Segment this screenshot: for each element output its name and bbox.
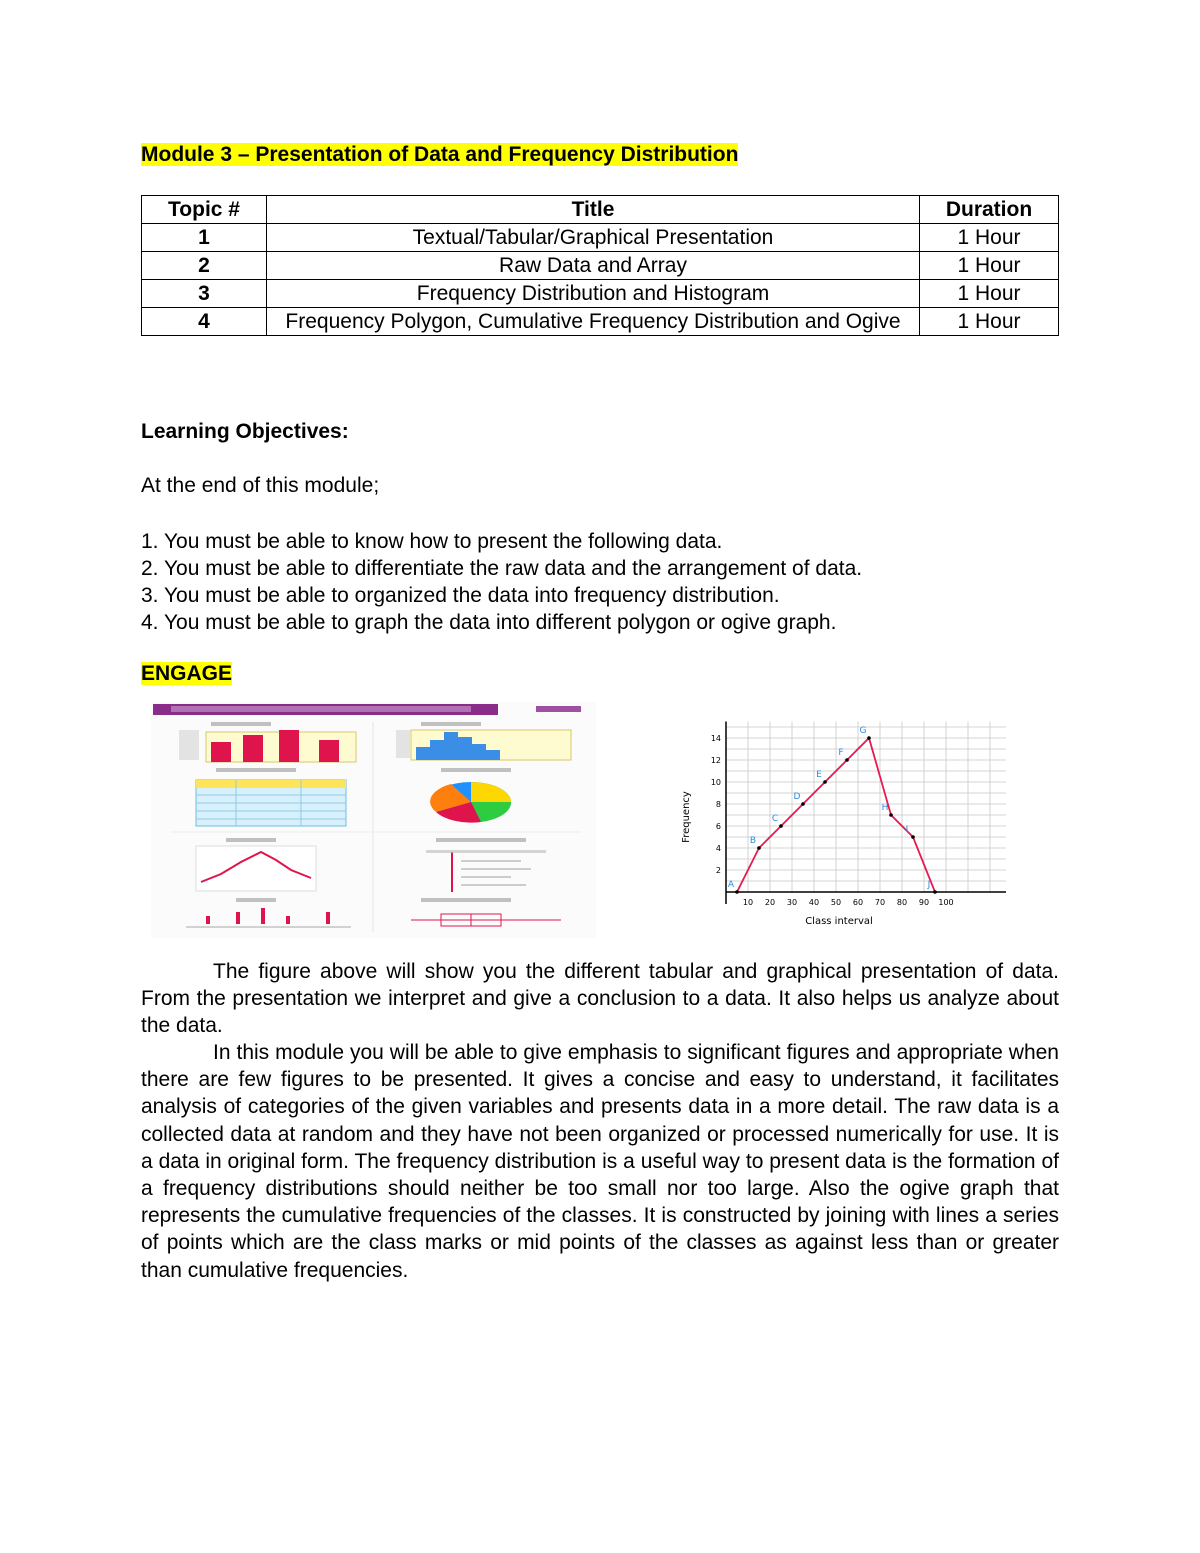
point-label: A (727, 880, 735, 890)
data-point (735, 890, 739, 894)
topic-number: 3 (142, 280, 267, 308)
x-axis-label: Class interval (805, 916, 873, 927)
topic-number: 1 (142, 224, 267, 252)
topic-duration: 1 Hour (920, 280, 1059, 308)
x-tick-label: 100 (938, 898, 954, 907)
x-tick-label: 60 (852, 898, 864, 907)
topic-duration: 1 Hour (920, 224, 1059, 252)
point-label: J (927, 880, 931, 890)
x-tick-label: 20 (764, 898, 776, 907)
point-label: D (793, 792, 801, 802)
topic-title: Frequency Polygon, Cumulative Frequency Distribution and Ogive (267, 308, 920, 336)
header-title: Title (267, 196, 920, 224)
y-tick-label: 2 (715, 866, 721, 875)
data-point (779, 824, 783, 828)
list-item: 4. You must be able to graph the data into different polygon or ogive graph. (141, 611, 837, 634)
data-point (823, 780, 827, 784)
data-point (933, 890, 937, 894)
y-tick-label: 12 (710, 756, 721, 765)
x-tick-label: 30 (786, 898, 798, 907)
point-label: H (881, 803, 889, 813)
list-item: 3. You must be able to organized the data into frequency distribution. (141, 584, 780, 607)
list-item: 1. You must be able to know how to present the following data. (141, 530, 723, 553)
paragraph-2: In this module you will be able to give emphasis to significant figures and appropriate when there are few figures to be presented. It gives a concise and easy to understand, it facilitates analysis of categories of the given variables and presents data in a more detail. The raw data is a collected data at random and they have not been organized or processed numerically for use. It is a data in original form. The frequency distribution is a useful way to present data is the formation of a frequency distributions should neither be too small nor too large. Also the ogive graph that represents the cumulative frequencies of the classes. It is constructed by joining with lines a series of points which are the class marks or mid points of the classes as against less than or greater than cumulative frequencies. (141, 1041, 1059, 1282)
x-tick-label: 90 (918, 898, 930, 907)
y-tick-label: 6 (715, 822, 721, 831)
x-tick-label: 40 (808, 898, 820, 907)
table-header-row (142, 196, 1059, 224)
topic-duration: 1 Hour (920, 308, 1059, 336)
table-row (142, 224, 1059, 252)
frequency-polygon-chart (676, 720, 1006, 930)
data-point (757, 846, 761, 850)
table-row (142, 308, 1059, 336)
point-label: E (816, 770, 822, 780)
topic-title: Textual/Tabular/Graphical Presentation (267, 224, 920, 252)
data-point (867, 736, 871, 740)
graph-types-collage-image (151, 702, 596, 938)
header-topic: Topic # (142, 196, 267, 224)
topic-title: Frequency Distribution and Histogram (267, 280, 920, 308)
point-label: B (749, 836, 757, 846)
topic-duration: 1 Hour (920, 252, 1059, 280)
point-label: C (771, 814, 779, 824)
data-point (911, 835, 915, 839)
table-row (142, 280, 1059, 308)
y-tick-label: 4 (715, 844, 721, 853)
learning-objectives-heading: Learning Objectives: (141, 420, 349, 443)
y-tick-label: 14 (710, 734, 721, 743)
x-tick-label: 10 (742, 898, 754, 907)
data-point (801, 802, 805, 806)
point-label: I (905, 825, 909, 835)
point-label: F (838, 748, 844, 758)
y-tick-label: 10 (710, 778, 721, 787)
data-point (845, 758, 849, 762)
topic-number: 4 (142, 308, 267, 336)
module-title: Module 3 – Presentation of Data and Frequency Distribution (141, 143, 739, 166)
topic-title: Raw Data and Array (267, 252, 920, 280)
topics-table (141, 195, 1059, 336)
x-tick-label: 70 (874, 898, 886, 907)
objectives-intro: At the end of this module; (141, 474, 380, 497)
paragraph-1: The figure above will show you the different tabular and graphical presentation of data. From the presentation we interpret and give a conclusion to a data. It also helps us analyze about the data. (141, 960, 1059, 1038)
engage-heading: ENGAGE (141, 662, 233, 685)
x-tick-label: 80 (896, 898, 908, 907)
y-tick-label: 8 (715, 800, 721, 809)
table-row (142, 252, 1059, 280)
point-label: G (859, 726, 867, 736)
x-tick-label: 50 (830, 898, 842, 907)
data-point (889, 813, 893, 817)
header-duration: Duration (920, 196, 1059, 224)
objectives-list (141, 528, 862, 636)
topic-number: 2 (142, 252, 267, 280)
y-axis-label: Frequency (681, 791, 692, 843)
list-item: 2. You must be able to differentiate the raw data and the arrangement of data. (141, 557, 863, 580)
